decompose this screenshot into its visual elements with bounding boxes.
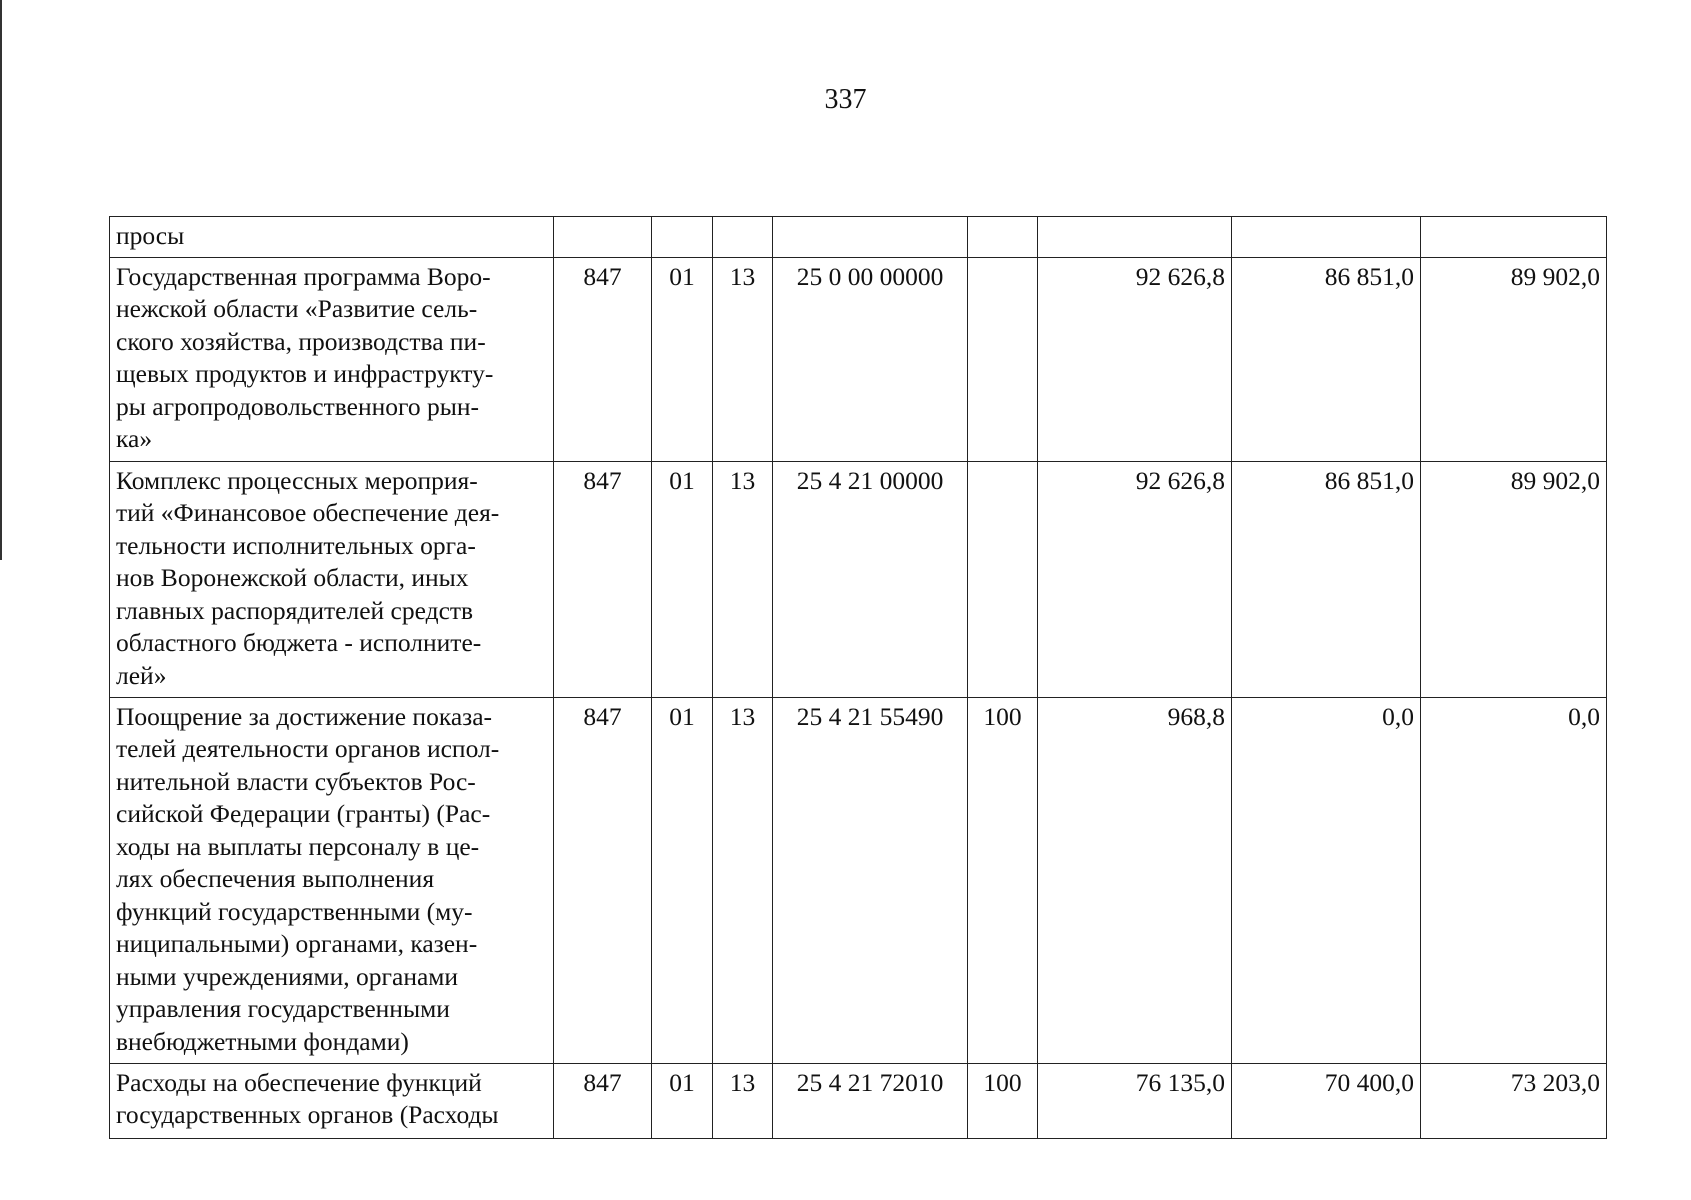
section-code-cell: 01 (652, 461, 713, 697)
gov-code-cell: 847 (554, 1063, 652, 1138)
row-name-cell (110, 1063, 554, 1138)
row-name-line: государственных органов (Расходы (116, 1100, 499, 1129)
sum-cell: 76 135,0 (1038, 1063, 1232, 1138)
row-name-cell (110, 257, 554, 461)
subsection-code-cell: 13 (713, 461, 773, 697)
budget-table (109, 216, 1607, 1139)
row-name-line: тий «Финансовое обеспечение дея- (116, 498, 500, 527)
row-name-line: Комплекс процессных мероприя- (116, 465, 478, 495)
row-name-line: управления государственными (116, 994, 450, 1023)
table-row (110, 217, 1607, 258)
expense-type-cell (968, 217, 1038, 258)
row-name-line: ниципальными) органами, казен- (116, 929, 478, 958)
row-name-line: нов Воронежской области, иных (116, 563, 469, 592)
sum-cell: 89 902,0 (1421, 461, 1607, 697)
row-name-cell (110, 697, 554, 1063)
sum-cell: 86 851,0 (1232, 461, 1421, 697)
page-number: 337 (824, 84, 867, 115)
row-name-line: просы (116, 221, 185, 250)
row-name-line: щевых продуктов и инфраструкту- (116, 359, 494, 388)
gov-code-cell (554, 217, 652, 258)
expense-type-cell: 100 (968, 697, 1038, 1063)
table-row (110, 697, 1607, 1063)
row-name-line: главных распорядителей средств (116, 595, 474, 625)
row-name-line: ского хозяйства, производства пи- (116, 326, 486, 356)
subsection-code-cell (713, 217, 773, 258)
sum-cell (1038, 217, 1232, 258)
target-article-cell: 25 4 21 55490 (773, 697, 968, 1063)
expense-type-cell (968, 461, 1038, 697)
expense-type-cell: 100 (968, 1063, 1038, 1138)
table-row (110, 1063, 1607, 1138)
row-name-line: телей деятельности органов испол- (116, 734, 500, 763)
sum-cell: 73 203,0 (1421, 1063, 1607, 1138)
sum-cell: 0,0 (1232, 697, 1421, 1063)
row-name-line: тельности исполнительных орга- (116, 530, 476, 560)
gov-code-cell: 847 (554, 697, 652, 1063)
target-article-cell: 25 0 00 00000 (773, 257, 968, 461)
subsection-code-cell: 13 (713, 1063, 773, 1138)
sum-cell: 89 902,0 (1421, 257, 1607, 461)
row-name-line: ры агропродовольственного рын- (116, 391, 479, 421)
subsection-code-cell: 13 (713, 257, 773, 461)
row-name-line: функций государственными (му- (116, 896, 473, 926)
row-name-line: лей» (116, 660, 167, 690)
expense-type-cell (968, 257, 1038, 461)
target-article-cell (773, 217, 968, 258)
row-name-line: ходы на выплаты персоналу в це- (116, 831, 480, 861)
section-code-cell: 01 (652, 257, 713, 461)
target-article-cell: 25 4 21 72010 (773, 1063, 968, 1138)
table-row (110, 461, 1607, 697)
table-row (110, 257, 1607, 461)
section-code-cell: 01 (652, 697, 713, 1063)
section-code-cell (652, 217, 713, 258)
section-code-cell: 01 (652, 1063, 713, 1138)
row-name-line: лях обеспечения выполнения (116, 864, 435, 893)
subsection-code-cell: 13 (713, 697, 773, 1063)
row-name-line: ными учреждениями, органами (116, 961, 459, 991)
row-name-line: Государственная программа Воро- (116, 261, 491, 291)
sum-cell: 968,8 (1038, 697, 1232, 1063)
row-name-cell (110, 461, 554, 697)
gov-code-cell: 847 (554, 257, 652, 461)
sum-cell (1421, 217, 1607, 258)
row-name-line: областного бюджета - исполните- (116, 628, 482, 657)
row-name-line: внебюджетными фондами) (116, 1026, 409, 1056)
sum-cell: 92 626,8 (1038, 257, 1232, 461)
row-name-cell (110, 217, 554, 258)
gov-code-cell: 847 (554, 461, 652, 697)
sum-cell: 70 400,0 (1232, 1063, 1421, 1138)
row-name-line: ка» (116, 424, 153, 453)
row-name-line: Расходы на обеспечение функций (116, 1067, 482, 1097)
sum-cell (1232, 217, 1421, 258)
target-article-cell: 25 4 21 00000 (773, 461, 968, 697)
row-name-line: нежской области «Развитие сель- (116, 294, 478, 323)
sum-cell: 92 626,8 (1038, 461, 1232, 697)
row-name-line: нительной власти субъектов Рос- (116, 766, 476, 796)
row-name-line: сийской Федерации (гранты) (Рас- (116, 799, 491, 828)
sum-cell: 0,0 (1421, 697, 1607, 1063)
sum-cell: 86 851,0 (1232, 257, 1421, 461)
row-name-line: Поощрение за достижение показа- (116, 701, 493, 731)
